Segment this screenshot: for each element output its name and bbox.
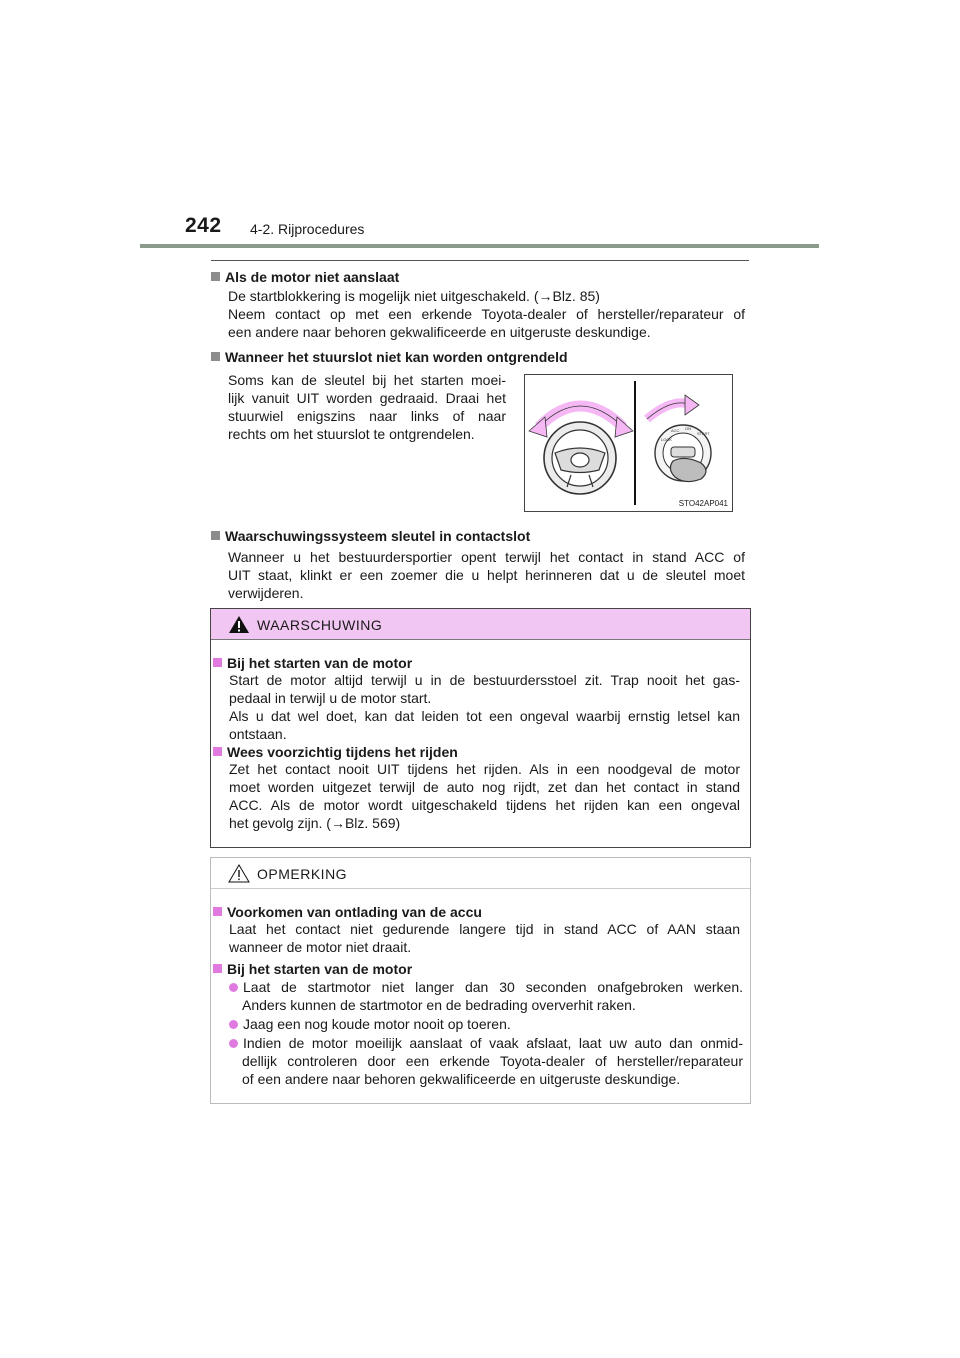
- steering-lock-illustration: [524, 374, 733, 512]
- square-bullet-icon: [213, 907, 222, 916]
- section-heading-motor-niet-aanslaat: Als de motor niet aanslaat: [211, 268, 399, 286]
- note-header: [211, 858, 750, 889]
- switch-label-acc: ACC: [671, 428, 680, 433]
- warning-box: [210, 608, 751, 848]
- round-bullet-icon: [229, 1020, 238, 1029]
- warning-triangle-icon: [228, 615, 250, 634]
- warning-header: [211, 609, 750, 640]
- body-line: stuurwiel enigszins naar links of naar: [228, 408, 506, 424]
- body-line: verwijderen.: [228, 585, 304, 601]
- section-divider: [211, 260, 749, 261]
- note-item-title-accu: Voorkomen van ontlading van de accu: [213, 903, 482, 921]
- steering-wheel-illustration: [525, 375, 732, 511]
- section-body-stuurslot: [228, 371, 506, 443]
- body-line: Wanneer u het bestuurdersportier opent terwijl het contact in stand ACC of: [228, 549, 745, 565]
- body-line: Zet het contact nooit UIT tijdens het rijden. Als in een noodgeval de motor: [229, 761, 740, 777]
- section-body-waarschuwingssysteem: [228, 548, 745, 602]
- warning-item-title-starten: Bij het starten van de motor: [213, 654, 412, 672]
- note-bullet-startmotor: [229, 978, 743, 1014]
- body-line: Laat het contact niet gedurende langere tijd in stand ACC of AAN staan: [229, 921, 740, 937]
- section-heading-waarschuwingssysteem: Waarschuwingssysteem sleutel in contactslot: [211, 527, 530, 545]
- body-line: Anders kunnen de startmotor en de bedrading oververhit raken.: [242, 997, 636, 1013]
- figure-code: STO42AP041: [678, 499, 728, 508]
- body-line: dellijk controleren door een erkende Toyota-dealer of hersteller/reparateur: [242, 1053, 743, 1069]
- square-bullet-icon: [213, 747, 222, 756]
- body-line: moet worden uitgezet terwijl de auto nog rijdt, zet dan het contact in stand: [229, 779, 740, 795]
- body-line: pedaal in terwijl u de motor start.: [229, 690, 432, 706]
- body-line: ontstaan.: [229, 726, 287, 742]
- switch-label-start: START: [697, 431, 710, 436]
- body-line: ACC. Als de motor wordt uitgeschakeld tijdens het rijden kan een ongeval: [229, 797, 740, 813]
- body-line: Neem contact op met een erkende Toyota-dealer of hersteller/reparateur of: [228, 306, 745, 322]
- warning-item-body-starten: [229, 671, 740, 743]
- body-line: De startblokkering is mogelijk niet uitgeschakeld. (→Blz. 85): [228, 288, 600, 304]
- body-line: Indien de motor moeilijk aanslaat of vaak afslaat, laat uw auto dan onmid-: [243, 1035, 743, 1051]
- body-line: wanneer de motor niet draait.: [229, 939, 412, 955]
- section-body-motor-niet-aanslaat: [228, 287, 745, 341]
- body-line: Laat de startmotor niet langer dan 30 seconden onafgebroken werken.: [243, 979, 743, 995]
- body-line: Jaag een nog koude motor nooit op toeren.: [243, 1016, 511, 1032]
- body-line: het gevolg zijn. (→Blz. 569): [229, 815, 401, 831]
- section-heading-stuurslot: Wanneer het stuurslot niet kan worden ontgrendeld: [211, 348, 568, 366]
- square-bullet-icon: [211, 531, 220, 540]
- square-bullet-icon: [211, 352, 220, 361]
- note-box: [210, 857, 751, 1104]
- round-bullet-icon: [229, 983, 238, 992]
- figure-divider: [634, 381, 636, 505]
- square-bullet-icon: [213, 964, 222, 973]
- note-bullet-koude-motor: [229, 1015, 743, 1033]
- caution-triangle-icon: [228, 864, 250, 883]
- page-number: 242: [185, 214, 222, 237]
- body-line: rechts om het stuurslot te ontgrendelen.: [228, 426, 475, 442]
- body-line: Soms kan de sleutel bij het starten moei-: [228, 372, 506, 388]
- note-bullet-moeilijk-aanslaat: [229, 1034, 743, 1088]
- note-heading: OPMERKING: [257, 866, 348, 882]
- switch-label-lock: LOCK: [661, 437, 672, 442]
- body-line: UIT staat, klinkt er een zoemer die u helpt herinneren dat u de sleutel moet: [228, 567, 745, 583]
- warning-item-title-rijden: Wees voorzichtig tijdens het rijden: [213, 743, 458, 761]
- body-line: of een andere naar behoren gekwalificeerde en uitgeruste deskundige.: [242, 1071, 681, 1087]
- chapter-title: 4-2. Rijprocedures: [250, 221, 365, 237]
- warning-item-body-rijden: [229, 760, 740, 832]
- header-divider: [140, 244, 819, 248]
- square-bullet-icon: [213, 658, 222, 667]
- note-item-body-accu: [229, 920, 740, 956]
- body-line: Start de motor altijd terwijl u in de bestuurdersstoel zit. Trap nooit het gas-: [229, 672, 740, 688]
- switch-label-on: ON: [685, 426, 691, 431]
- body-line: Als u dat wel doet, kan dat leiden tot een ongeval waarbij ernstig letsel kan: [229, 708, 740, 724]
- note-item-title-starten: Bij het starten van de motor: [213, 960, 412, 978]
- body-line: een andere naar behoren gekwalificeerde en uitgeruste deskundige.: [228, 324, 651, 340]
- square-bullet-icon: [211, 272, 220, 281]
- body-line: lijk vanuit UIT worden gedraaid. Draai het: [228, 390, 506, 406]
- round-bullet-icon: [229, 1039, 238, 1048]
- warning-heading: WAARSCHUWING: [257, 617, 383, 633]
